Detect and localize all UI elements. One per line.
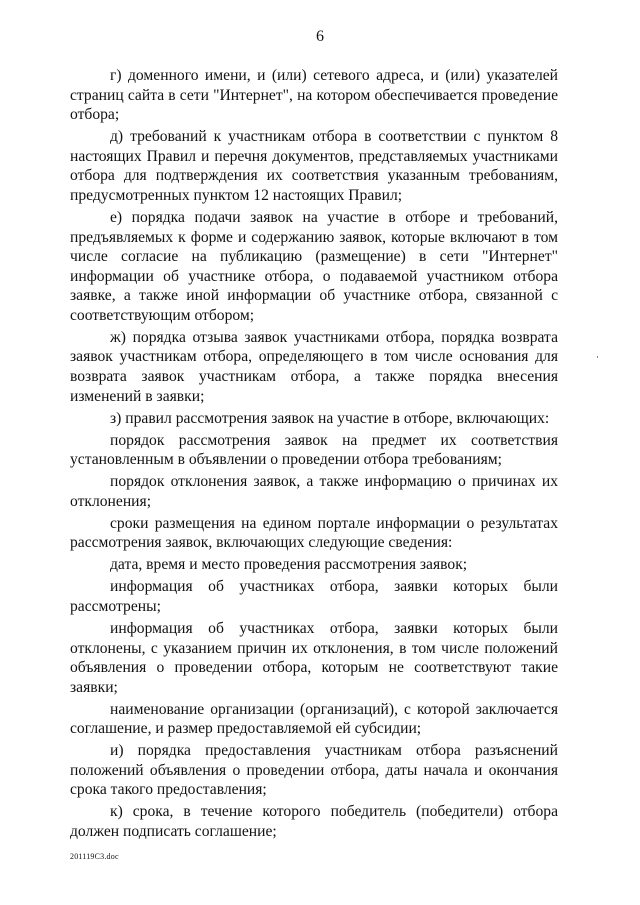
paragraph-g: г) доменного имени, и (или) сетевого адреса, и (или) указателей страниц сайта в сети "Интернет", на котором обеспечивается проведение отбора;: [70, 67, 558, 124]
footer-filename: 201119С3.doc: [70, 852, 119, 861]
document-body: [70, 66, 558, 844]
paragraph-z-date-time-place: дата, время и место проведения рассмотрения заявок;: [110, 556, 468, 574]
margin-mark: [597, 356, 598, 358]
paragraph-z-rejection-order: порядок отклонения заявок, а также информацию о причинах их отклонения;: [70, 473, 558, 510]
paragraph-z-reviewed-participants: информация об участниках отбора, заявки которых были рассмотрены;: [70, 578, 558, 615]
paragraph-z-publication-terms: сроки размещения на едином портале информации о результатах рассмотрения заявок, включающих следующие сведения:: [70, 514, 558, 552]
paragraph-k: к) срока, в течение которого победитель (победители) отбора должен подписать соглашение;: [70, 803, 558, 841]
paragraph-d: д) требований к участникам отбора в соответствии с пунктом 8 настоящих Правил и перечня документов, представляемых участниками отбора для подтверждения их соответствия указанным требованиям, предусмотренных пунктом 12 настоящих Правил;: [70, 128, 558, 204]
paragraph-e: е) порядка подачи заявок на участие в отборе и требований, предъявляемых к форме и содержанию заявок, которые включают в том числе согласие на публикацию (размещение) в сети "Интернет" информации об участнике отбора, о подаваемой участником отбора заявке, а также иной информации об участнике отбора, связанной с соответствующим отбором;: [70, 208, 558, 324]
paragraph-i: и) порядка предоставления участникам отбора разъяснений положений объявления о проведении отбора, даты начала и окончания срока такого предоставления;: [70, 742, 558, 799]
paragraph-z: з) правил рассмотрения заявок на участие в отборе, включающих:: [110, 409, 550, 427]
paragraph-z-organization-name: наименование организации (организаций), с которой заключается соглашение, и размер предоставляемой ей субсидии;: [70, 700, 558, 738]
paragraph-z-review-order: порядок рассмотрения заявок на предмет их соответствия установленным в объявлении о проведении отбора требованиям;: [70, 431, 558, 469]
paragraph-zh: ж) порядка отзыва заявок участниками отбора, порядка возврата заявок участникам отбора, определяющего в том числе основания для возврата заявок участникам отбора, а также порядка внесения изменений в заявки;: [70, 328, 558, 405]
paragraph-z-rejected-participants: информация об участниках отбора, заявки которых были отклонены, с указанием причин их отклонения, в том числе положений объявления о проведении отбора, которым не соответствуют такие заявки;: [70, 619, 558, 696]
page-number: 6: [316, 28, 324, 45]
